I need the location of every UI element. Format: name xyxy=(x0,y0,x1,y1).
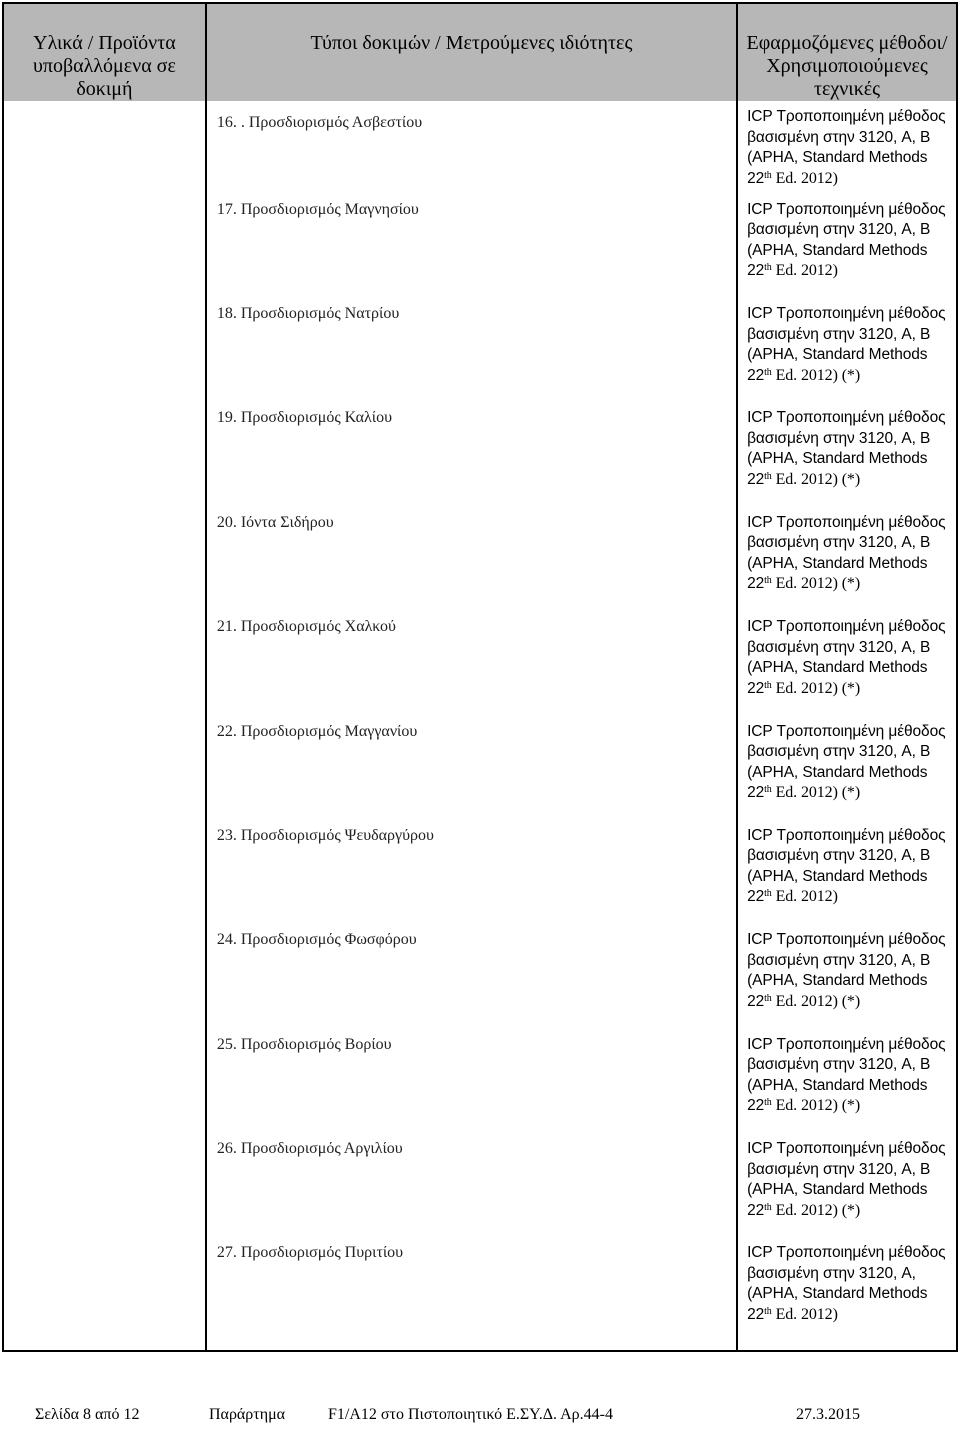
edition-text: Ed. 2012) xyxy=(771,888,838,906)
edition-suffix: th xyxy=(764,262,772,274)
edition-number: 22 xyxy=(747,366,765,384)
material-cell xyxy=(3,1135,206,1239)
table-row xyxy=(3,822,957,926)
method-edition-line xyxy=(747,470,956,491)
method-line: ICP Τροποποιημένη μέθοδος xyxy=(747,200,946,218)
method-edition-line xyxy=(747,679,956,700)
material-cell xyxy=(3,196,206,300)
method-line: (APHA, Standard Methods xyxy=(747,346,928,364)
method-line: ICP Τροποποιημένη μέθοδος xyxy=(747,931,946,949)
method-cell xyxy=(737,101,957,195)
edition-text: Ed. 2012) (*) xyxy=(771,1201,861,1219)
material-cell xyxy=(3,822,206,926)
test-type-cell: 24. Προσδιορισμός Φωσφόρου xyxy=(206,926,737,1030)
method-line: ICP Τροποποιημένη μέθοδος xyxy=(747,305,946,323)
method-line: ICP Τροποποιημένη μέθοδος xyxy=(747,513,946,531)
edition-text: Ed. 2012) xyxy=(771,169,838,187)
test-type-cell: 22. Προσδιορισμός Μαγγανίου xyxy=(206,718,737,822)
edition-suffix: th xyxy=(764,470,772,482)
method-cell xyxy=(737,300,957,404)
method-cell xyxy=(737,926,957,1030)
edition-text: Ed. 2012) (*) xyxy=(771,366,861,384)
edition-number: 22 xyxy=(747,992,765,1010)
method-line: ICP Τροποποιημένη μέθοδος xyxy=(747,618,946,636)
method-line: ICP Τροποποιημένη μέθοδος xyxy=(747,722,946,740)
edition-number: 22 xyxy=(747,1305,765,1323)
test-type-cell: 16. . Προσδιορισμός Ασβεστίου xyxy=(206,101,737,195)
method-line: βασισμένη στην 3120, A, B xyxy=(747,325,931,343)
method-line: ICP Τροποποιημένη μέθοδος xyxy=(747,1035,946,1053)
edition-text: Ed. 2012) (*) xyxy=(771,784,861,802)
test-type-cell: 23. Προσδιορισμός Ψευδαργύρου xyxy=(206,822,737,926)
table-row xyxy=(3,1239,957,1351)
table-row xyxy=(3,613,957,717)
material-cell xyxy=(3,718,206,822)
table-row xyxy=(3,1031,957,1135)
edition-suffix: th xyxy=(764,888,772,900)
method-line: (APHA, Standard Methods xyxy=(747,1076,928,1094)
method-line: βασισμένη στην 3120, A, B xyxy=(747,638,931,656)
test-type-cell: 27. Προσδιορισμός Πυριτίου xyxy=(206,1239,737,1351)
edition-text: Ed. 2012) (*) xyxy=(771,1097,861,1115)
method-line: (APHA, Standard Methods xyxy=(747,1181,928,1199)
material-cell xyxy=(3,404,206,508)
edition-text: Ed. 2012) xyxy=(771,262,838,280)
method-line: (APHA, Standard Methods xyxy=(747,763,928,781)
header-materials: Υλικά / Προϊόντα υποβαλλόμενα σε δοκιμή xyxy=(3,3,206,101)
footer-annex-label: Παράρτημα xyxy=(209,1406,286,1423)
edition-number: 22 xyxy=(747,169,765,187)
edition-suffix: th xyxy=(764,784,772,796)
method-line: ICP Τροποποιημένη μέθοδος xyxy=(747,108,946,126)
test-type-cell: 19. Προσδιορισμός Καλίου xyxy=(206,404,737,508)
table-row xyxy=(3,926,957,1030)
table-row xyxy=(3,509,957,613)
page-footer xyxy=(0,1405,960,1427)
test-type-cell: 18. Προσδιορισμός Νατρίου xyxy=(206,300,737,404)
edition-number: 22 xyxy=(747,888,765,906)
edition-suffix: th xyxy=(764,1097,772,1109)
method-cell xyxy=(737,613,957,717)
edition-suffix: th xyxy=(764,1201,772,1213)
scope-table xyxy=(2,2,958,1352)
method-line: ICP Τροποποιημένη μέθοδος xyxy=(747,409,946,427)
method-line: (APHA, Standard Methods xyxy=(747,149,928,167)
material-cell xyxy=(3,300,206,404)
method-line: (APHA, Standard Methods xyxy=(747,972,928,990)
method-edition-line xyxy=(747,1096,956,1117)
method-edition-line xyxy=(747,992,956,1013)
method-edition-line xyxy=(747,574,956,595)
method-edition-line xyxy=(747,1305,956,1326)
footer-date: 27.3.2015 xyxy=(796,1406,860,1423)
method-line: (APHA, Standard Methods xyxy=(747,554,928,572)
edition-number: 22 xyxy=(747,262,765,280)
edition-number: 22 xyxy=(747,679,765,697)
method-cell xyxy=(737,509,957,613)
edition-suffix: th xyxy=(764,575,772,587)
edition-number: 22 xyxy=(747,784,765,802)
method-line: (APHA, Standard Methods xyxy=(747,241,928,259)
test-type-cell: 17. Προσδιορισμός Μαγνησίου xyxy=(206,196,737,300)
edition-suffix: th xyxy=(764,1305,772,1317)
header-methods: Εφαρμοζόμενες μέθοδοι/ Χρησιμοποιούμενες τεχνικές xyxy=(737,3,957,101)
edition-suffix: th xyxy=(764,169,772,181)
material-cell xyxy=(3,613,206,717)
method-line: βασισμένη στην 3120, A, B xyxy=(747,128,931,146)
material-cell xyxy=(3,1031,206,1135)
table-row xyxy=(3,718,957,822)
method-line: βασισμένη στην 3120, A, B xyxy=(747,221,931,239)
method-line: ICP Τροποποιημένη μέθοδος xyxy=(747,826,946,844)
edition-suffix: th xyxy=(764,366,772,378)
method-line: βασισμένη στην 3120, A, B xyxy=(747,1160,931,1178)
method-edition-line xyxy=(747,783,956,804)
method-cell xyxy=(737,718,957,822)
method-cell xyxy=(737,822,957,926)
method-edition-line xyxy=(747,366,956,387)
header-test-types: Τύποι δοκιμών / Μετρούμενες ιδιότητες xyxy=(206,3,737,101)
method-line: (APHA, Standard Methods xyxy=(747,867,928,885)
test-type-cell: 26. Προσδιορισμός Αργιλίου xyxy=(206,1135,737,1239)
edition-text: Ed. 2012) (*) xyxy=(771,679,861,697)
material-cell xyxy=(3,101,206,195)
edition-number: 22 xyxy=(747,470,765,488)
method-cell xyxy=(737,196,957,300)
test-type-cell: 21. Προσδιορισμός Χαλκού xyxy=(206,613,737,717)
method-line: βασισμένη στην 3120, A, B xyxy=(747,951,931,969)
method-line: (APHA, Standard Methods xyxy=(747,450,928,468)
method-edition-line xyxy=(747,1201,956,1222)
edition-number: 22 xyxy=(747,1097,765,1115)
table-row xyxy=(3,404,957,508)
edition-text: Ed. 2012) (*) xyxy=(771,470,861,488)
material-cell xyxy=(3,926,206,1030)
method-cell xyxy=(737,1031,957,1135)
footer-page-number: Σελίδα 8 από 12 xyxy=(35,1406,140,1423)
method-line: (APHA, Standard Methods xyxy=(747,659,928,677)
method-line: βασισμένη στην 3120, A, xyxy=(747,1264,916,1282)
method-line: βασισμένη στην 3120, A, B xyxy=(747,534,931,552)
edition-text: Ed. 2012) (*) xyxy=(771,575,861,593)
table-header-row xyxy=(3,3,957,101)
edition-suffix: th xyxy=(764,992,772,1004)
test-type-cell: 25. Προσδιορισμός Βορίου xyxy=(206,1031,737,1135)
method-edition-line xyxy=(747,169,956,190)
method-line: βασισμένη στην 3120, A, B xyxy=(747,847,931,865)
method-line: ICP Τροποποιημένη μέθοδος xyxy=(747,1244,946,1262)
table-row xyxy=(3,196,957,300)
method-line: ICP Τροποποιημένη μέθοδος xyxy=(747,1140,946,1158)
edition-number: 22 xyxy=(747,1201,765,1219)
edition-text: Ed. 2012) (*) xyxy=(771,992,861,1010)
edition-number: 22 xyxy=(747,575,765,593)
method-cell xyxy=(737,1135,957,1239)
edition-text: Ed. 2012) xyxy=(771,1305,838,1323)
method-line: βασισμένη στην 3120, A, B xyxy=(747,429,931,447)
table-row xyxy=(3,300,957,404)
method-line: βασισμένη στην 3120, A, B xyxy=(747,743,931,761)
method-line: βασισμένη στην 3120, A, B xyxy=(747,1056,931,1074)
table-row xyxy=(3,1135,957,1239)
footer-certificate-ref: F1/A12 στο Πιστοποιητικό Ε.ΣΥ.Δ. Αρ.44-4 xyxy=(328,1406,613,1423)
method-edition-line xyxy=(747,887,956,908)
method-edition-line xyxy=(747,261,956,282)
edition-suffix: th xyxy=(764,679,772,691)
test-type-cell: 20. Ιόντα Σιδήρου xyxy=(206,509,737,613)
table-row xyxy=(3,101,957,195)
method-cell xyxy=(737,1239,957,1351)
material-cell xyxy=(3,1239,206,1351)
material-cell xyxy=(3,509,206,613)
method-cell xyxy=(737,404,957,508)
method-line: (APHA, Standard Methods xyxy=(747,1285,928,1303)
